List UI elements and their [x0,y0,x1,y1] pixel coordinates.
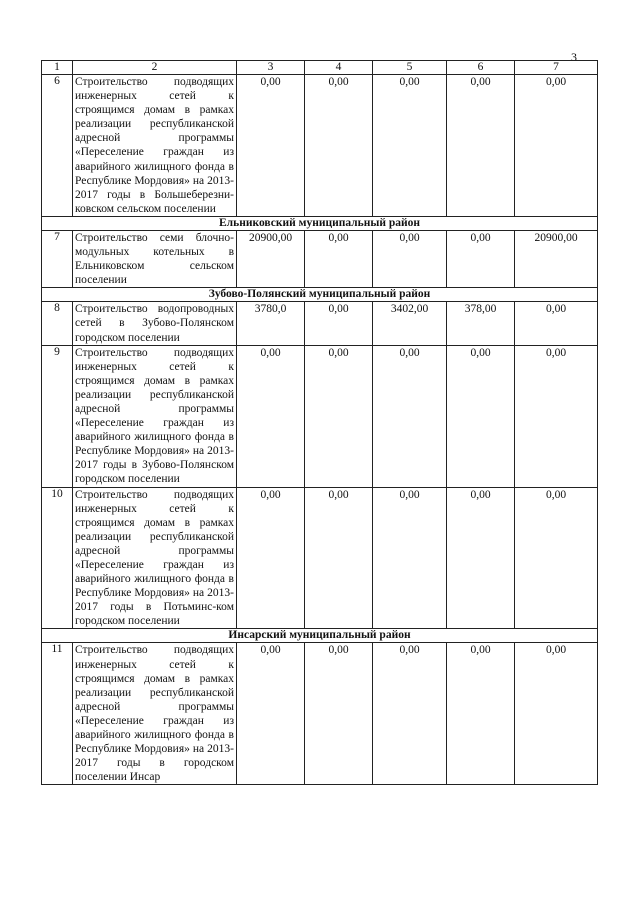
value-col-7: 0,00 [515,643,598,785]
district-row [42,288,598,302]
value-col-3: 0,00 [237,75,305,217]
row-description: Строительство подводящих инженерных сетей к строящимся домам в рамках реализации республиканской адресной программы «Переселение граждан из аварийного жилищного фонда в Республике Мордовия» на 2013-2017 годы в городском поселении Инсар [73,643,237,785]
value-col-6: 378,00 [447,302,515,345]
row-number: 9 [42,345,73,487]
value-col-5: 0,00 [373,75,447,217]
value-col-7: 20900,00 [515,230,598,287]
value-col-4: 0,00 [305,75,373,217]
table-row [42,75,598,217]
header-cell: 3 [237,61,305,75]
header-cell: 7 [515,61,598,75]
value-col-6: 0,00 [447,487,515,629]
value-col-6: 0,00 [447,75,515,217]
value-col-7: 0,00 [515,487,598,629]
table-row [42,345,598,487]
district-row [42,216,598,230]
header-row [42,61,598,75]
value-col-7: 0,00 [515,75,598,217]
value-col-4: 0,00 [305,230,373,287]
header-cell: 4 [305,61,373,75]
table-row [42,302,598,345]
value-col-7: 0,00 [515,302,598,345]
value-col-6: 0,00 [447,345,515,487]
value-col-3: 0,00 [237,487,305,629]
value-col-6: 0,00 [447,230,515,287]
district-title: Ельниковский муниципальный район [42,216,598,230]
district-row [42,629,598,643]
value-col-5: 0,00 [373,345,447,487]
value-col-7: 0,00 [515,345,598,487]
header-cell: 6 [447,61,515,75]
value-col-5: 0,00 [373,643,447,785]
value-col-4: 0,00 [305,302,373,345]
row-description: Строительство семи блочно-модульных котельных в Ельниковском сельском поселении [73,230,237,287]
table-row [42,487,598,629]
value-col-3: 20900,00 [237,230,305,287]
row-number: 6 [42,75,73,217]
row-number: 7 [42,230,73,287]
row-number: 8 [42,302,73,345]
header-cell: 1 [42,61,73,75]
value-col-5: 0,00 [373,487,447,629]
value-col-4: 0,00 [305,643,373,785]
row-description: Строительство подводящих инженерных сетей к строящимся домам в рамках реализации республиканской адресной программы «Переселение граждан из аварийного жилищного фонда в Республике Мордовия» на 2013-2017 годы в Большеберезни-ковском сельском поселении [73,75,237,217]
district-title: Зубово-Полянский муниципальный район [42,288,598,302]
page-number: 3 [571,50,577,64]
value-col-4: 0,00 [305,487,373,629]
value-col-5: 0,00 [373,230,447,287]
value-col-3: 0,00 [237,345,305,487]
row-description: Строительство водопроводных сетей в Зубово-Полянском городском поселении [73,302,237,345]
row-number: 10 [42,487,73,629]
row-description: Строительство подводящих инженерных сетей к строящимся домам в рамках реализации республиканской адресной программы «Переселение граждан из аварийного жилищного фонда в Республике Мордовия» на 2013-2017 годы в Потьминс-ком городском поселении [73,487,237,629]
table-row [42,643,598,785]
header-cell: 5 [373,61,447,75]
row-number: 11 [42,643,73,785]
value-col-4: 0,00 [305,345,373,487]
value-col-5: 3402,00 [373,302,447,345]
value-col-3: 3780,0 [237,302,305,345]
header-cell: 2 [73,61,237,75]
district-title: Инсарский муниципальный район [42,629,598,643]
value-col-3: 0,00 [237,643,305,785]
program-table [41,60,598,785]
table-row [42,230,598,287]
row-description: Строительство подводящих инженерных сетей к строящимся домам в рамках реализации республиканской адресной программы «Переселение граждан из аварийного жилищного фонда в Республике Мордовия» на 2013-2017 годы в Зубово-Полянском городском поселении [73,345,237,487]
value-col-6: 0,00 [447,643,515,785]
